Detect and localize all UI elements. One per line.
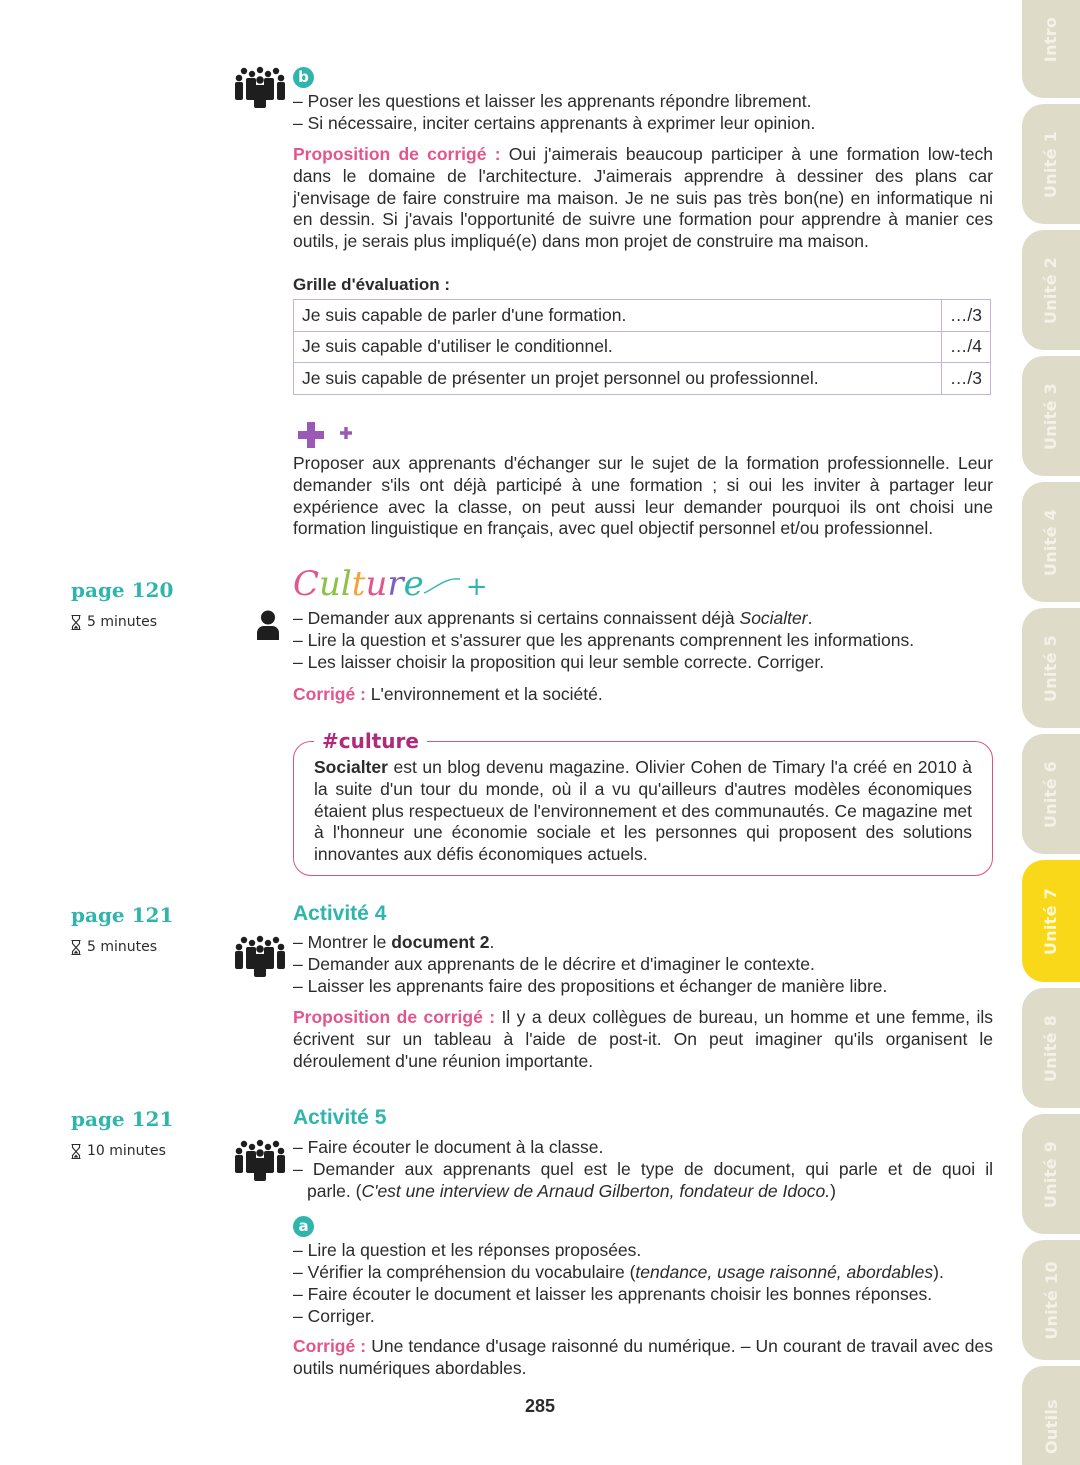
tab-unite-3[interactable]: [1022, 356, 1080, 476]
evaluation-grid: [293, 299, 991, 395]
tab-label: Unité 3: [1041, 382, 1061, 450]
unit-tabs: [1022, 0, 1080, 1465]
activity5-instructions: [293, 1136, 993, 1202]
score-cell: …/3: [941, 363, 990, 395]
tab-unite-8[interactable]: [1022, 988, 1080, 1108]
text: .: [489, 932, 495, 952]
title-letter: u: [365, 564, 388, 604]
instruction-line: – Les laisser choisir la proposition qui leur semble correcte. Corriger.: [293, 652, 825, 672]
culture-instructions: [293, 607, 993, 673]
section-b-instructions: [293, 90, 993, 134]
instruction-line: – Corriger.: [293, 1306, 375, 1326]
swash-decoration: [424, 575, 462, 595]
answer-label: Proposition de corrigé :: [293, 1007, 496, 1027]
plus-small-icon: [340, 427, 352, 439]
italic-text: tendance, usage raisonné, abordables: [635, 1262, 934, 1282]
activity5-a-instructions: [293, 1239, 993, 1327]
tab-label: Unité 9: [1041, 1140, 1061, 1208]
criterion-cell: Je suis capable de présenter un projet personnel ou professionnel.: [294, 363, 942, 395]
instruction-line: – Laisser les apprenants faire des propositions et échanger de manière libre.: [293, 976, 888, 996]
answer-text: L'environnement et la société.: [365, 684, 603, 704]
culture-answer: [293, 683, 993, 705]
duration-text: 5 minutes: [87, 939, 158, 955]
culture-tag: #culture: [314, 728, 427, 754]
instruction-line-continued: [293, 1180, 993, 1202]
tab-label: Unité 2: [1041, 256, 1061, 324]
instruction-line: – Demander aux apprenants quel est le type de document, qui parle et de quoi il: [293, 1159, 993, 1179]
text: .: [807, 608, 813, 628]
duration: [71, 939, 157, 955]
tab-unite-2[interactable]: [1022, 230, 1080, 350]
tab-unite-9[interactable]: [1022, 1114, 1080, 1234]
table-row: [294, 363, 991, 395]
page-reference: page 121: [71, 903, 174, 927]
section-b-answer: [293, 144, 993, 253]
tab-label: Unité 8: [1041, 1014, 1061, 1082]
tab-unite-10[interactable]: [1022, 1240, 1080, 1360]
activity-title: Activité 4: [293, 902, 387, 925]
criterion-cell: Je suis capable de parler d'une formation.: [294, 300, 942, 332]
text: ): [830, 1181, 836, 1201]
group-icon: [235, 935, 285, 977]
plus-icon: [298, 422, 324, 448]
score-cell: …/3: [941, 300, 990, 332]
person-icon: [256, 610, 280, 640]
duration-text: 10 minutes: [87, 1143, 166, 1159]
page-reference: page 120: [71, 578, 174, 602]
italic-text: C'est une interview de Arnaud Gilberton, fondateur de Idoco.: [361, 1181, 831, 1201]
title-letter: r: [387, 564, 404, 604]
tab-outils[interactable]: [1022, 1366, 1080, 1465]
culture-plus-title: [293, 566, 488, 605]
answer-label: Corrigé :: [293, 684, 366, 704]
duration-text: 5 minutes: [87, 614, 158, 630]
step-badge-b: b: [293, 67, 314, 88]
culture-box-text: [314, 757, 972, 866]
activity4-answer: [293, 1007, 993, 1072]
answer-text: Une tendance d'usage raisonné du numérique. – Un courant de travail avec des outils numériques abordables.: [293, 1336, 993, 1378]
text: – Demander aux apprenants si certains connaissent déjà: [293, 608, 740, 628]
instruction-line: – Poser les questions et laisser les apprenants répondre librement.: [293, 91, 812, 111]
instruction-line: [293, 607, 993, 629]
bold-lead: Socialter: [314, 757, 388, 777]
hourglass-icon: [71, 1144, 81, 1159]
tab-label: Unité 7: [1041, 887, 1061, 955]
bold-text: document 2: [391, 932, 490, 952]
tab-unite-1[interactable]: [1022, 104, 1080, 224]
instruction-line: – Lire la question et s'assurer que les apprenants comprennent les informations.: [293, 630, 915, 650]
tab-unite-5[interactable]: [1022, 608, 1080, 728]
text: – Vérifier la compréhension du vocabulaire (: [293, 1262, 636, 1282]
criterion-cell: Je suis capable d'utiliser le conditionnel.: [294, 331, 942, 363]
text: ).: [933, 1262, 944, 1282]
title-letter: t: [351, 564, 366, 604]
instruction-line: – Faire écouter le document à la classe.: [293, 1137, 604, 1157]
evaluation-grid-title: Grille d'évaluation :: [293, 275, 451, 294]
tab-label: Outils: [1041, 1398, 1061, 1454]
plus-section-text: Proposer aux apprenants d'échanger sur le sujet de la formation professionnelle. Leur demander s'ils ont déjà participé à une formation ; si oui les inviter à partager leur expérience avec la classe, on peut aussi leur demander pourquoi ils ont choisi une formation linguistique en français, avec quel objectif personnel et/ou professionnel.: [293, 453, 993, 539]
answer-label: Proposition de corrigé :: [293, 144, 501, 164]
table-row: [294, 331, 991, 363]
page-number: 285: [524, 1396, 556, 1416]
activity4-instructions: [293, 931, 993, 997]
hourglass-icon: [71, 615, 81, 630]
culture-info-box: [293, 729, 993, 876]
tab-label: Unité 10: [1041, 1260, 1061, 1340]
text: parle. (: [307, 1181, 362, 1201]
page-reference: page 121: [71, 1107, 174, 1131]
table-row: [294, 300, 991, 332]
duration: [71, 614, 157, 630]
title-letter: C: [293, 564, 320, 604]
instruction-line: [293, 1261, 993, 1283]
instruction-line: – Demander aux apprenants de le décrire et d'imaginer le contexte.: [293, 954, 815, 974]
italic-text: Socialter: [739, 608, 808, 628]
instruction-line: – Si nécessaire, inciter certains apprenants à exprimer leur opinion.: [293, 113, 816, 133]
hourglass-icon: [71, 940, 81, 955]
title-plus: +: [465, 572, 488, 602]
score-cell: …/4: [941, 331, 990, 363]
activity5-answer: [293, 1336, 993, 1380]
answer-label: Corrigé :: [293, 1336, 367, 1356]
group-icon: [235, 1139, 285, 1181]
instruction-line: – Lire la question et les réponses proposées.: [293, 1240, 642, 1260]
step-badge-a: a: [293, 1216, 314, 1237]
tab-label: Unité 4: [1041, 508, 1061, 576]
tab-label: Unité 1: [1041, 130, 1061, 198]
title-letter: e: [403, 564, 424, 604]
tab-unite-4[interactable]: [1022, 482, 1080, 602]
tab-label: Unité 6: [1041, 760, 1061, 828]
instruction-line: – Faire écouter le document et laisser les apprenants choisir les bonnes réponses.: [293, 1284, 933, 1304]
tab-unite-7[interactable]: [1022, 860, 1080, 982]
answer-text: Oui j'aimerais beaucoup participer à une formation low-tech dans le domaine de l'architecture. J'aimerais apprendre à dessiner des plans car j'envisage de faire construire ma maison. Je ne suis pas très bon(ne) en informatique ni en dessin. Si j'avais l'opportunité de suivre une formation pour apprendre à manier ces outils, je serais plus impliqué(e) dans mon projet de construire ma maison.: [293, 144, 993, 252]
tab-unite-6[interactable]: [1022, 734, 1080, 854]
box-body: est un blog devenu magazine. Olivier Cohen de Timary l'a créé en 2010 à la suite d'un tour du monde, où il a vu qu'ailleurs d'autres modèles économiques étaient plus respectueux de l'environnement et des communautés. Ce magazine met à l'honneur une économie sociale et les personnes qui proposent des solutions innovantes aux défis économiques actuels.: [314, 757, 972, 865]
duration: [71, 1143, 166, 1159]
instruction-line: [293, 931, 993, 953]
tab-intro[interactable]: [1022, 0, 1080, 98]
activity-title: Activité 5: [293, 1106, 387, 1129]
group-icon: [235, 66, 285, 108]
tab-label: Unité 5: [1041, 634, 1061, 702]
tab-label: Intro: [1041, 16, 1061, 62]
answer-text: Il y a deux collègues de bureau, un homme et une femme, ils écrivent sur un tableau à l'aide de post-it. On peut imaginer qu'ils organisent le déroulement d'une réunion importante.: [293, 1007, 993, 1071]
text: – Montrer le: [293, 932, 392, 952]
title-letter: ul: [319, 564, 352, 604]
